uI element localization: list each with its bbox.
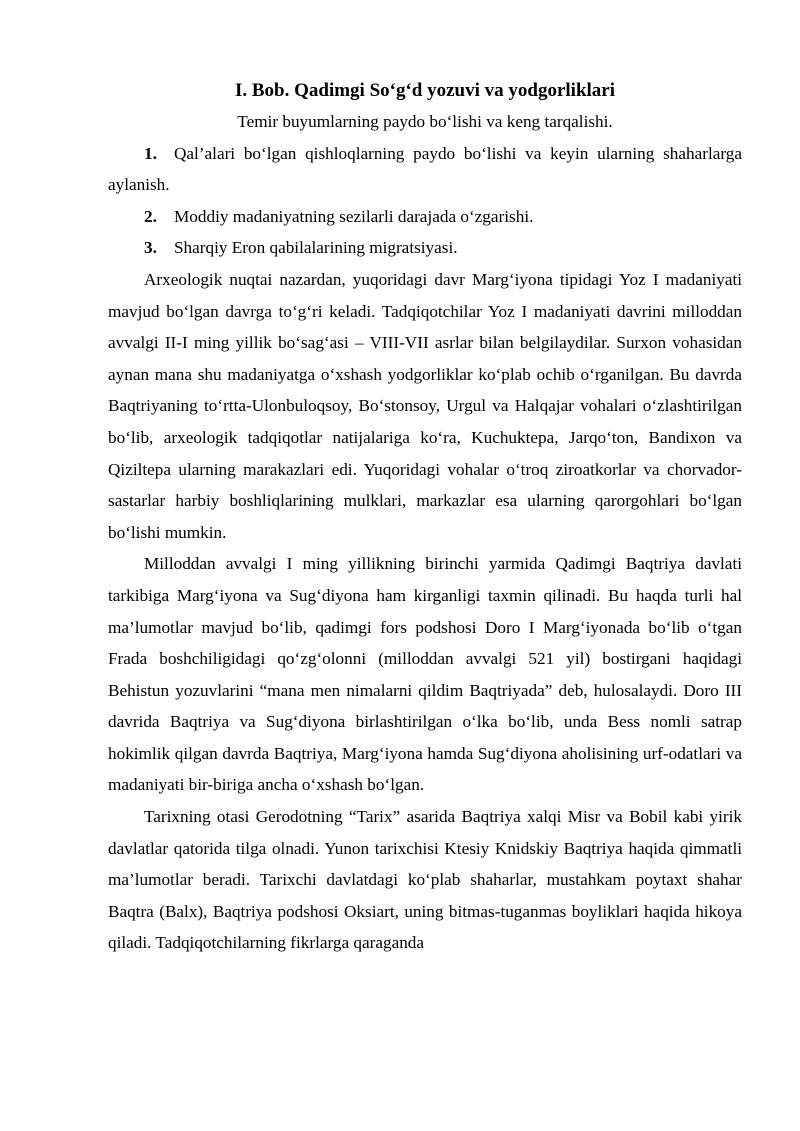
list-item-number: 1. <box>144 143 157 163</box>
list-item-number: 3. <box>144 238 157 258</box>
body-paragraph: Arxeologik nuqtai nazardan, yuqoridagi davr Marg‘iyona tipidagi Yoz I madaniyati mavjud bo‘lgan davrga to‘g‘ri keladi. Tadqiqotchilar Yoz I madaniyati davrini milloddan avvalgi II-I ming yillik bo‘sag‘asi – VIII-VII asrlar bilan belgilaydilar. Surxon vohasidan aynan mana shu madaniyatga o‘xshash yodgorliklar ko‘plab ochib o‘rganilgan. Bu davrda Baqtriyaning to‘rtta-Ulonbuloqsoy, Bo‘stonsoy, Urgul va Halqajar vohalari o‘zlashtirilgan bo‘lib, arxeologik tadqiqotlar natijalariga ko‘ra, Kuchuktepa, Jarqo‘ton, Bandixon va Qiziltepa ularning marakazlari edi. Yuqoridagi vohalar o‘troq ziroatkorlar va chorvador-sastarlar harbiy boshliqlarining mulklari, markazlar esa ularning qarorgohlari bo‘lgan bo‘lishi mumkin. <box>108 269 742 542</box>
list-item-text: Sharqiy Eron qabilalarining migratsiyasi. <box>174 238 458 258</box>
list-item <box>108 232 742 264</box>
document-page <box>108 76 742 959</box>
list-item-text: Moddiy madaniyatning sezilarli darajada o‘zgarishi. <box>174 206 534 226</box>
body-paragraph: Tarixning otasi Gerodotning “Tarix” asarida Baqtriya xalqi Misr va Bobil kabi yirik davlatlar qatorida tilga olnadi. Yunon tarixchisi Ktesiy Knidskiy Baqtriya haqida qimmatli ma’lumotlar beradi. Tarixchi davlatdagi ko‘plab shaharlar, mustahkam poytaxt shahar Baqtra (Balx), Baqtriya podshosi Oksiart, uning bitmas-tuganmas boyliklari haqida hikoya qiladi. Tadqiqotchilarning fikrlarga qaraganda <box>108 807 742 953</box>
list-item <box>108 138 742 201</box>
section-subtitle: Temir buyumlarning paydo bo‘lishi va keng tarqalishi. <box>237 112 613 131</box>
list-item-text: Qal’alari bo‘lgan qishloqlarning paydo bo‘lishi va keyin ularning shaharlarga aylanish. <box>108 143 742 195</box>
chapter-title: I. Bob. Qadimgi So‘g‘d yozuvi va yodgorliklari <box>234 80 616 101</box>
body-paragraph: Milloddan avvalgi I ming yillikning birinchi yarmida Qadimgi Baqtriya davlati tarkibiga Marg‘iyona va Sug‘diyona ham kirganligi taxmin qilinadi. Bu haqda turli hal ma’lumotlar mavjud bo‘lib, qadimgi fors podshosi Doro I Marg‘iyonada bo‘lib o‘tgan Frada boshchiligidagi qo‘zg‘olonni (milloddan avvalgi 521 yil) bostirgani haqidagi Behistun yozuvlarini “mana men nimalarni qildim Baqtriyada” deb, hulosalaydi. Doro III davrida Baqtriya va Sug‘diyona birlashtirilgan o‘lka bo‘lib, unda Bess nomli satrap hokimlik qilgan davrda Baqtriya, Marg‘iyona hamda Sug‘diyona aholisining urf-odatlari va madaniyati bir-biriga ancha o‘xshash bo‘lgan. <box>108 554 742 795</box>
list-item <box>108 201 742 233</box>
list-item-number: 2. <box>144 206 157 226</box>
